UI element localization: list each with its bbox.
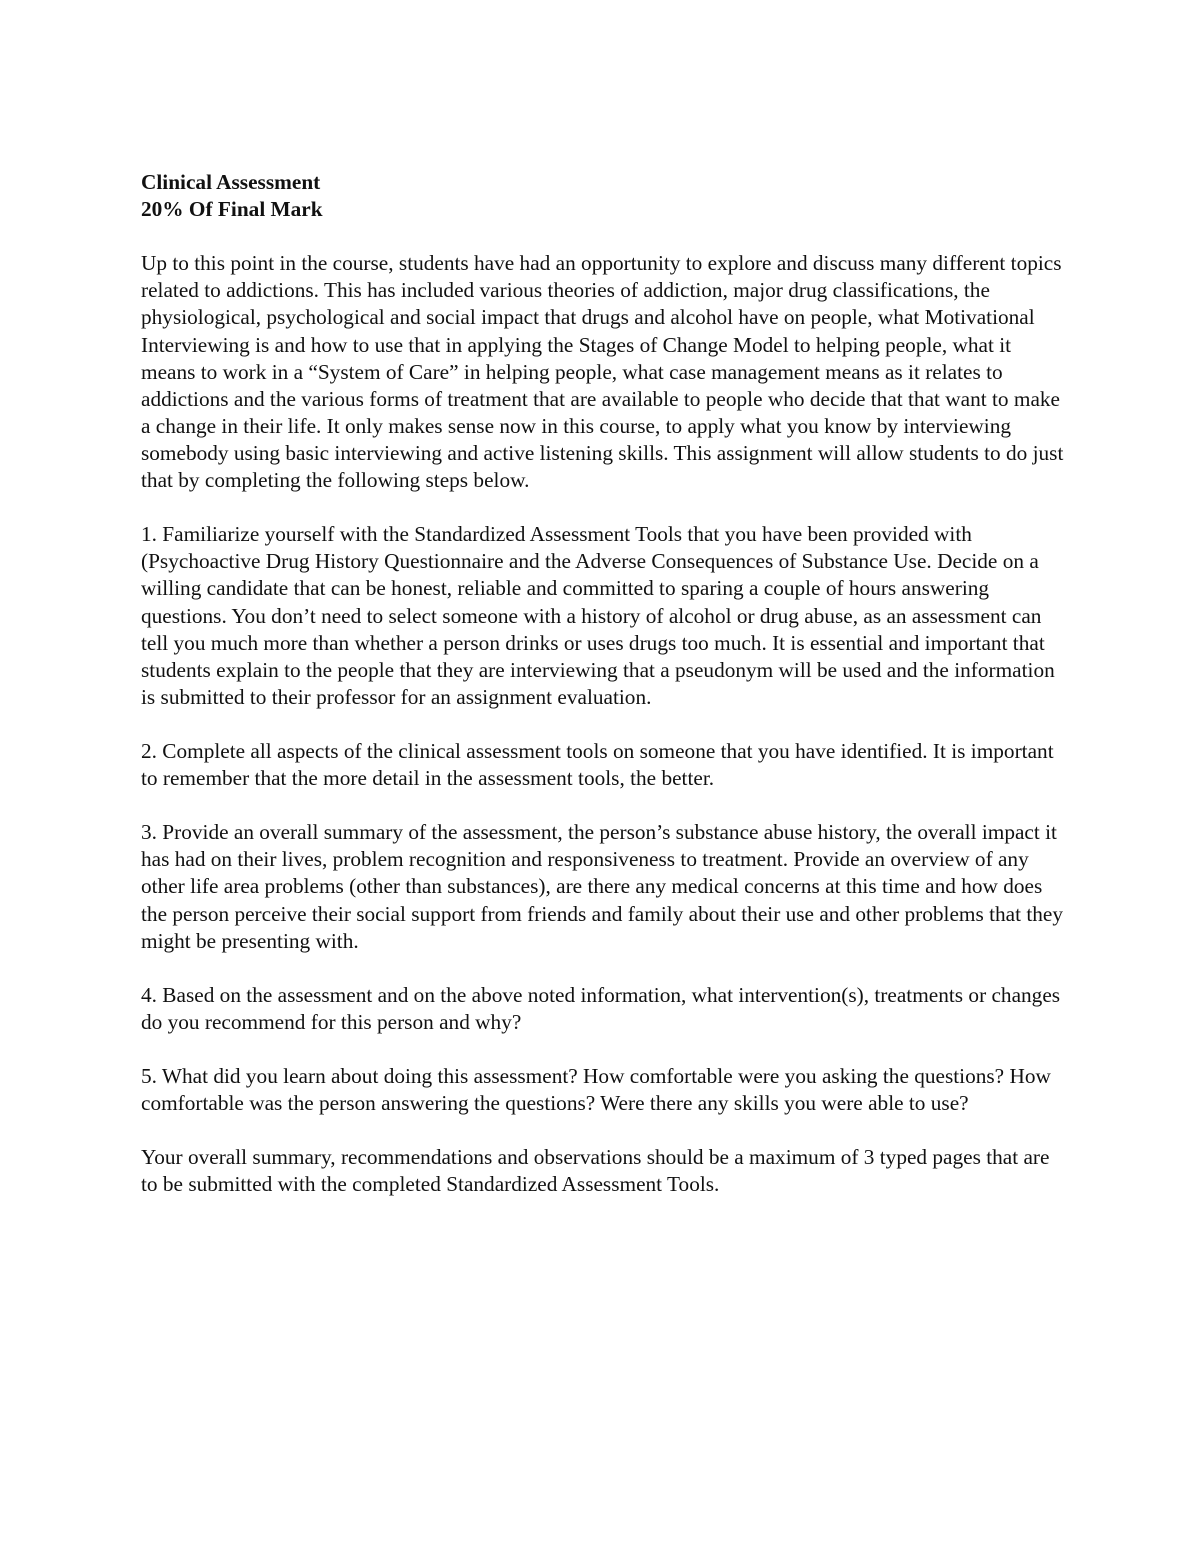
closing-paragraph: Your overall summary, recommendations and observations should be a maximum of 3 typed pages that are to be submitted with the completed Standardized Assessment Tools. — [141, 1145, 1050, 1197]
step-4-paragraph: 4. Based on the assessment and on the above noted information, what intervention(s), treatments or changes do you recommend for this person and why? — [141, 982, 1061, 1034]
document-page — [141, 169, 1066, 1199]
title-block — [141, 169, 1066, 223]
document-title: Clinical Assessment — [141, 170, 321, 194]
step-2-paragraph: 2. Complete all aspects of the clinical assessment tools on someone that you have identified. It is important to remember that the more detail in the assessment tools, the better. — [141, 738, 1054, 791]
intro-paragraph: Up to this point in the course, students have had an opportunity to explore and discuss many different topics related to addictions. This has included various theories of addiction, major drug classifications, the physiological, psychological and social impact that drugs and alcohol have on people, what Motivational Interviewing is and how to use that in applying the Stages of Change Model to helping people, what it means to work in a “System of Care” in helping people, what case management means as it relates to addictions and the various forms of treatment that are available to people who decide that that want to make a change in their life. It only makes sense now in this course, to apply what you know by interviewing somebody using basic interviewing and active listening skills. This assignment will allow students to do just that by completing the following steps below. — [141, 251, 1064, 493]
step-1-paragraph: 1. Familiarize yourself with the Standardized Assessment Tools that you have been provided with (Psychoactive Drug History Questionnaire and the Adverse Consequences of Substance Use. Decide on a willing candidate that can be honest, reliable and committed to sparing a couple of hours answering questions. You don’t need to select someone with a history of alcohol or drug abuse, as an assessment can tell you much more than whether a person drinks or uses drugs too much. It is essential and important that students explain to the people that they are interviewing that a pseudonym will be used and the information is submitted to their professor for an assignment evaluation. — [141, 522, 1055, 709]
step-5-paragraph: 5. What did you learn about doing this assessment? How comfortable were you asking the questions? How comfortable was the person answering the questions? Were there any skills you were able to use? — [141, 1064, 1051, 1116]
step-3-paragraph: 3. Provide an overall summary of the assessment, the person’s substance abuse history, the overall impact it has had on their lives, problem recognition and responsiveness to treatment. Provide an overview of any other life area problems (other than substances), are there any medical concerns at this time and how does the person perceive their social support from friends and family about their use and other problems that they might be presenting with. — [141, 820, 1063, 953]
document-subtitle: 20% Of Final Mark — [141, 197, 323, 222]
